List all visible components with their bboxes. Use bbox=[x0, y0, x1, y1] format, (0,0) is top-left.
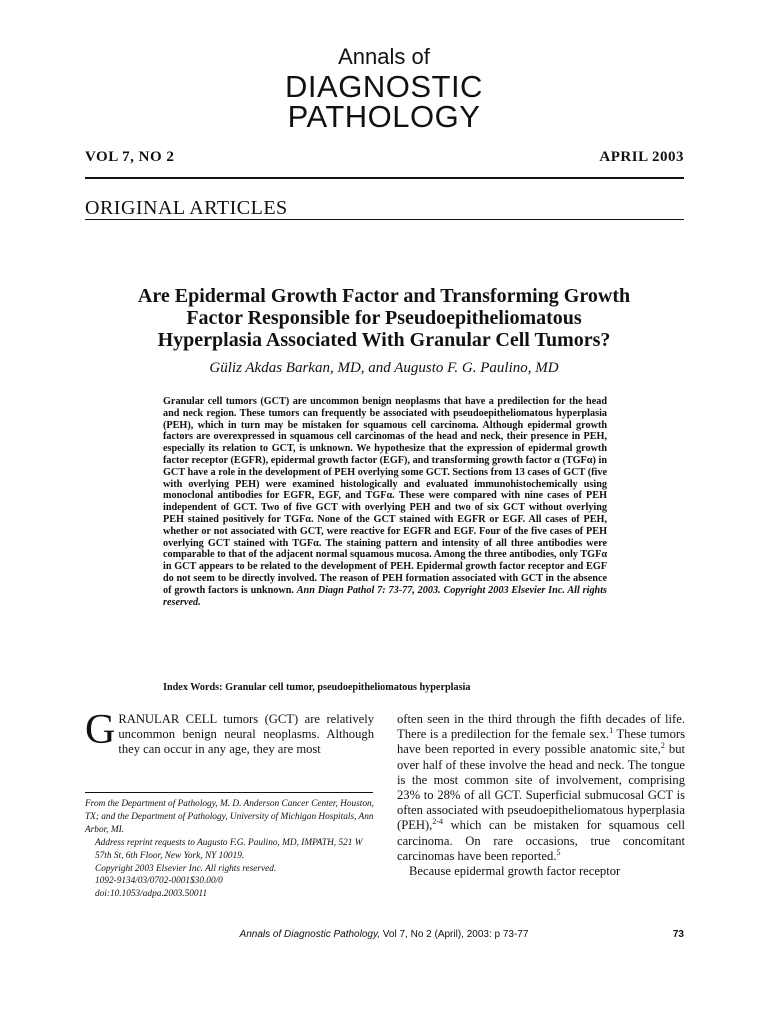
running-footer bbox=[0, 929, 768, 940]
abstract bbox=[163, 396, 607, 608]
issue-volume: VOL 7, NO 2 bbox=[85, 149, 175, 165]
article-authors: Güliz Akdas Barkan, MD, and Augusto F. G. Paulino, MD bbox=[209, 360, 559, 376]
footnotes bbox=[85, 798, 377, 901]
abstract-text: Granular cell tumors (GCT) are uncommon benign neoplasms that have a predilection for the head and neck region. These tumors can frequently be associated with pseudoepitheliomatous hyperplasia (PEH), which in turn may be mistaken for squamous cell carcinoma. Although epidermal growth factors are overexpressed in squamous cell carcinomas of the head and neck, their presence in PEH, especially its relation to GCT, is unknown. We hypothesize that the expression of epidermal growth factor receptor (EGFR), epidermal growth factor (EGF), and transforming growth factor α (TGFα) in GCT have a role in the development of PEH overlying some GCT. Sections from 13 cases of GCT (five with overlying PEH) were examined histologically and evaluated immunohistochemically using monoclonal antibodies for EGFR, EGF, and TGFα. These were compared with nine cases of PEH independent of GCT. Two of five GCT with overlying PEH and two of six GCT without overlying PEH stained positively for TGFα. None of the GCT stained with EGFR or EGF. All cases of PEH, whether or not associated with GCT, were reactive for EGFR and EGF. Four of the five cases of PEH overlying GCT stained with TGFα. The staining pattern and intensity of all three antibodies were comparable to that of the adjacent normal squamous mucosa. Among the three antibodies, only TGFα in GCT appears to be related to the development of PEH. Epidermal growth factor receptor and EGF do not seem to be directly involved. The reason of PEH formation associated with GCT in the absence of growth factors is unknown. bbox=[163, 396, 607, 596]
reference-marker: 2 bbox=[660, 741, 665, 751]
footer-citation: Vol 7, No 2 (April), 2003: p 73-77 bbox=[380, 929, 529, 940]
body-text: often seen in the third through the fifth decades of life. There is a predilection for the female sex. bbox=[397, 712, 685, 742]
header-rule bbox=[85, 177, 684, 179]
reference-marker: 5 bbox=[556, 847, 561, 857]
reference-marker: 2-4 bbox=[432, 817, 443, 827]
index-words: Index Words: Granular cell tumor, pseudoepitheliomatous hyperplasia bbox=[163, 682, 471, 693]
body-paragraph: Because epidermal growth factor receptor bbox=[409, 864, 621, 879]
body-text: but over half of these involve the head and neck. The tongue is the most common site of involvement, comprising 23% to 28% of all GCT. Superficial submucosal GCT is often associated with pseudoepitheliomatous hyperplasia (PEH), bbox=[397, 742, 685, 833]
journal-name-line1: DIAGNOSTIC bbox=[285, 69, 483, 104]
footnote-rule bbox=[85, 792, 373, 793]
body-text: These tumors have been reported in every possible anatomic site, bbox=[397, 727, 685, 757]
article-title-line: Hyperplasia Associated With Granular Cell Tumors? bbox=[157, 329, 611, 351]
article-title bbox=[84, 285, 684, 351]
footnote-affiliation: From the Department of Pathology, M. D. Anderson Cancer Center, Houston, TX; and the Department of Pathology, University of Michigan Hospitals, Ann Arbor, MI. bbox=[85, 799, 374, 835]
journal-name-prefix: Annals of bbox=[338, 44, 430, 69]
section-rule bbox=[85, 219, 684, 220]
body-text: RANULAR CELL tumors (GCT) are relatively uncommon benign neural neoplasms. Although they can occur in any age, they are most bbox=[118, 712, 374, 757]
footnote-copyright: Copyright 2003 Elsevier Inc. All rights reserved. bbox=[95, 863, 277, 874]
body-text: which can be mistaken for squamous cell carcinoma. On rare occasions, true concomitant carcinomas have been reported. bbox=[397, 818, 685, 863]
footnote-doi: doi:10.1053/adpa.2003.50011 bbox=[95, 889, 208, 900]
footnote-reprint: Address reprint requests to Augusto F.G. Paulino, MD, IMPATH, 521 W 57th St, 6th Floor, New York, NY 10019. bbox=[95, 837, 363, 861]
journal-name-line2: PATHOLOGY bbox=[287, 99, 481, 134]
article-title-line: Factor Responsible for Pseudoepitheliomatous bbox=[186, 307, 582, 329]
footer-journal: Annals of Diagnostic Pathology, bbox=[239, 929, 381, 940]
drop-cap: G bbox=[85, 707, 116, 753]
issue-date: APRIL 2003 bbox=[599, 149, 684, 165]
article-title-line: Are Epidermal Growth Factor and Transforming Growth bbox=[137, 285, 631, 307]
reference-marker: 1 bbox=[609, 726, 614, 736]
body-column-right bbox=[397, 712, 685, 879]
page-number: 73 bbox=[672, 929, 684, 940]
body-column-left bbox=[85, 707, 374, 758]
footnote-issn: 1092-9134/03/0702-0001$30.00/0 bbox=[95, 876, 223, 887]
abstract-citation: Ann Diagn Pathol 7: 73-77, 2003. Copyright 2003 Elsevier Inc. All rights reserved. bbox=[163, 584, 607, 608]
section-heading: ORIGINAL ARTICLES bbox=[85, 197, 288, 219]
